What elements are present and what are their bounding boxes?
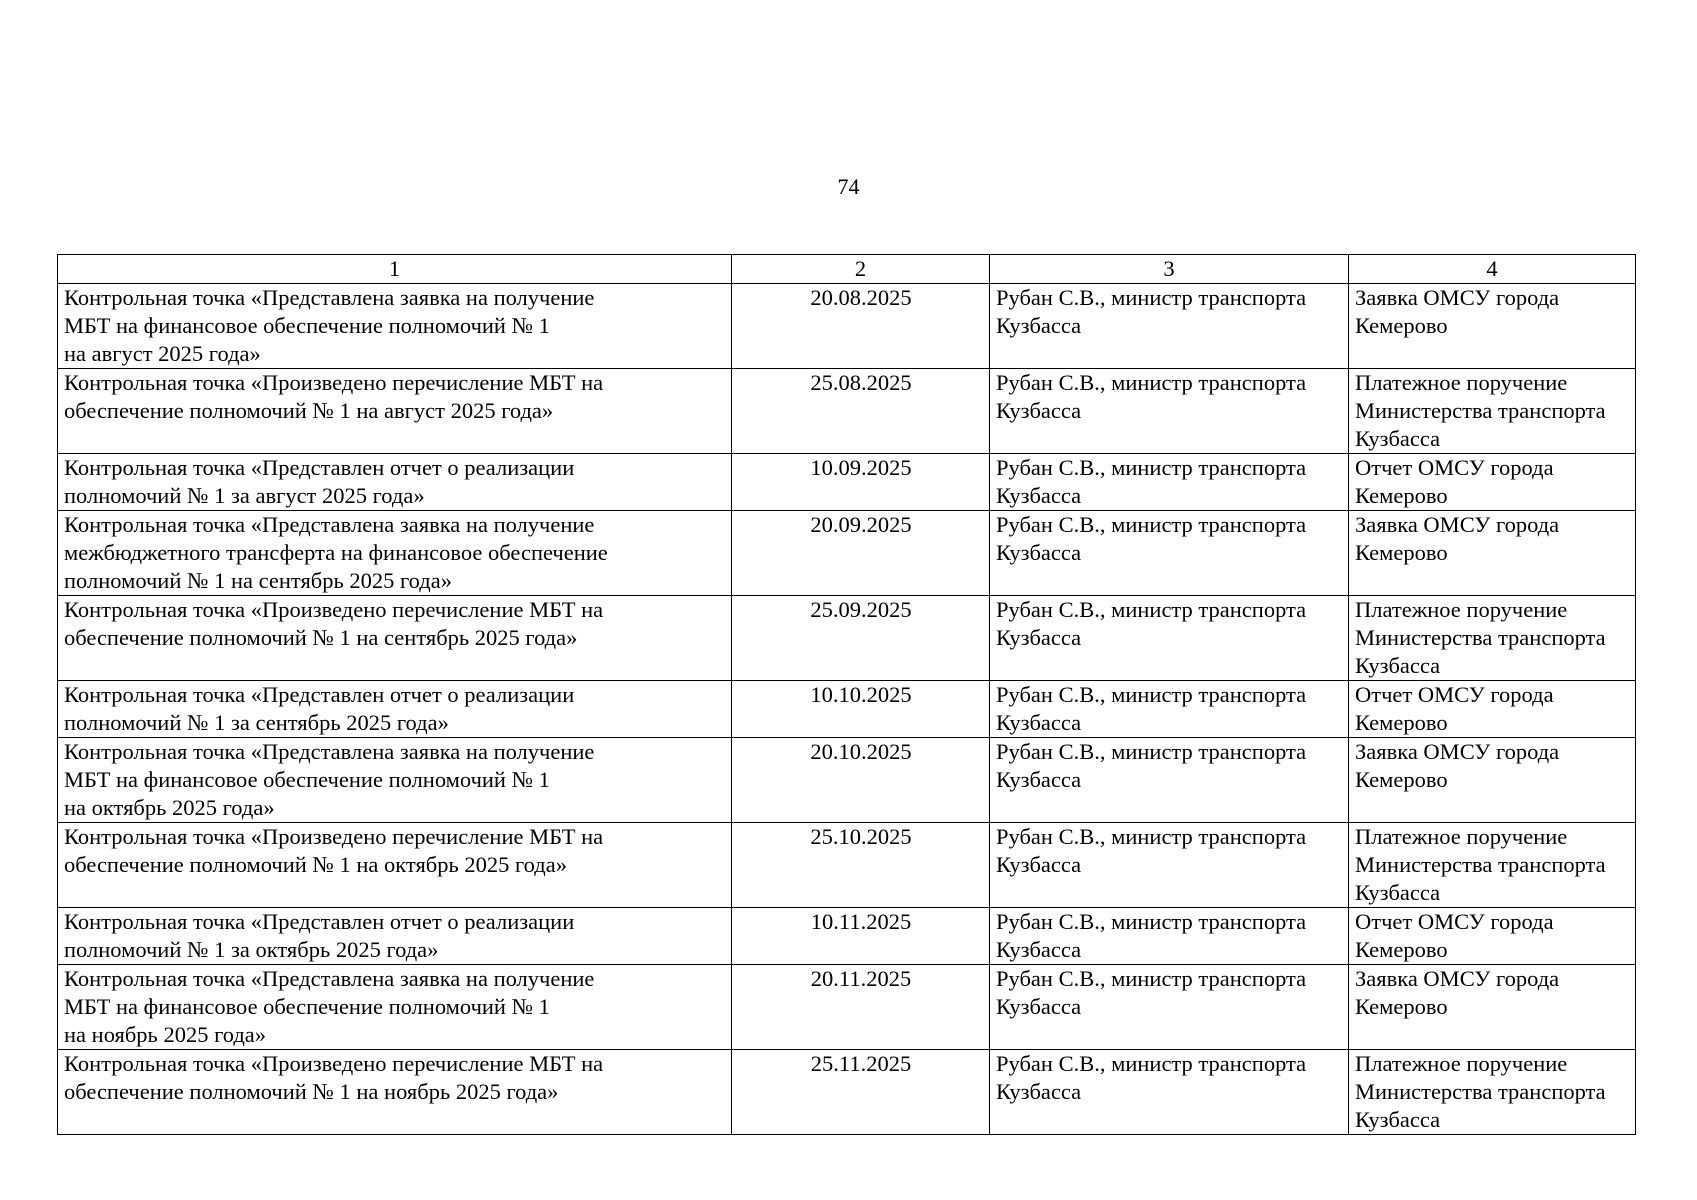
document-line: Кемерово xyxy=(1355,767,1448,792)
document-line: Заявка ОМСУ города xyxy=(1355,966,1560,991)
document-line: Отчет ОМСУ города xyxy=(1355,682,1554,707)
column-number-4: 4 xyxy=(1349,255,1636,284)
document-line: Кузбасса xyxy=(1355,426,1441,451)
responsible-line: Кузбасса xyxy=(996,540,1082,565)
table-row xyxy=(58,965,1636,1050)
responsible-cell xyxy=(990,738,1349,823)
event-cell xyxy=(58,284,732,369)
date-cell: 25.11.2025 xyxy=(732,1050,990,1135)
document-line: Платежное поручение xyxy=(1355,370,1568,395)
responsible-line: Рубан С.В., министр транспорта xyxy=(996,739,1307,764)
responsible-cell xyxy=(990,965,1349,1050)
event-line: Контрольная точка «Произведено перечисление МБТ на xyxy=(64,370,604,395)
responsible-line: Рубан С.В., министр транспорта xyxy=(996,682,1307,707)
document-line: Кемерово xyxy=(1355,540,1448,565)
document-line: Платежное поручение xyxy=(1355,1051,1568,1076)
document-cell xyxy=(1349,1050,1636,1135)
document-cell xyxy=(1349,284,1636,369)
event-line: на ноябрь 2025 года» xyxy=(64,1022,267,1047)
event-line: Контрольная точка «Представлена заявка на получение xyxy=(64,739,595,764)
responsible-line: Кузбасса xyxy=(996,994,1082,1019)
event-line: полномочий № 1 за октябрь 2025 года» xyxy=(64,937,439,962)
document-cell xyxy=(1349,369,1636,454)
document-cell xyxy=(1349,681,1636,738)
responsible-cell xyxy=(990,908,1349,965)
responsible-line: Рубан С.В., министр транспорта xyxy=(996,909,1307,934)
event-line: полномочий № 1 на сентябрь 2025 года» xyxy=(64,568,452,593)
event-line: Контрольная точка «Произведено перечисление МБТ на xyxy=(64,597,604,622)
responsible-line: Кузбасса xyxy=(996,767,1082,792)
event-line: обеспечение полномочий № 1 на октябрь 2025 года» xyxy=(64,852,567,877)
event-cell xyxy=(58,965,732,1050)
date-cell: 10.11.2025 xyxy=(732,908,990,965)
event-cell xyxy=(58,823,732,908)
event-line: Контрольная точка «Представлена заявка на получение xyxy=(64,512,595,537)
event-line: Контрольная точка «Представлен отчет о реализации xyxy=(64,682,575,707)
document-cell xyxy=(1349,965,1636,1050)
document-line: Кемерово xyxy=(1355,313,1448,338)
event-line: межбюджетного трансферта на финансовое обеспечение xyxy=(64,540,608,565)
document-line: Кемерово xyxy=(1355,483,1448,508)
table-row xyxy=(58,1050,1636,1135)
event-line: обеспечение полномочий № 1 на ноябрь 2025 года» xyxy=(64,1079,559,1104)
document-line: Заявка ОМСУ города xyxy=(1355,739,1560,764)
responsible-cell xyxy=(990,1050,1349,1135)
responsible-line: Рубан С.В., министр транспорта xyxy=(996,285,1307,310)
responsible-line: Рубан С.В., министр транспорта xyxy=(996,370,1307,395)
document-cell xyxy=(1349,511,1636,596)
document-line: Заявка ОМСУ города xyxy=(1355,285,1560,310)
event-line: обеспечение полномочий № 1 на август 2025 года» xyxy=(64,398,554,423)
event-line: Контрольная точка «Произведено перечисление МБТ на xyxy=(64,824,604,849)
column-number-row xyxy=(58,255,1636,284)
event-line: Контрольная точка «Представлен отчет о реализации xyxy=(64,455,575,480)
document-line: Кузбасса xyxy=(1355,880,1441,905)
responsible-cell xyxy=(990,681,1349,738)
event-cell xyxy=(58,454,732,511)
document-line: Министерства транспорта xyxy=(1355,852,1606,877)
responsible-line: Рубан С.В., министр транспорта xyxy=(996,512,1307,537)
table-row xyxy=(58,511,1636,596)
document-line: Кемерово xyxy=(1355,937,1448,962)
event-line: полномочий № 1 за сентябрь 2025 года» xyxy=(64,710,449,735)
event-line: на август 2025 года» xyxy=(64,341,261,366)
event-cell xyxy=(58,596,732,681)
responsible-line: Кузбасса xyxy=(996,398,1082,423)
event-cell xyxy=(58,369,732,454)
event-line: Контрольная точка «Представлена заявка на получение xyxy=(64,285,595,310)
responsible-cell xyxy=(990,596,1349,681)
document-line: Платежное поручение xyxy=(1355,824,1568,849)
date-cell: 25.09.2025 xyxy=(732,596,990,681)
document-cell xyxy=(1349,596,1636,681)
event-line: на октябрь 2025 года» xyxy=(64,795,275,820)
date-cell: 20.10.2025 xyxy=(732,738,990,823)
control-points-table xyxy=(57,254,1636,1135)
document-cell xyxy=(1349,823,1636,908)
responsible-line: Кузбасса xyxy=(996,852,1082,877)
event-line: Контрольная точка «Представлен отчет о реализации xyxy=(64,909,575,934)
document-line: Министерства транспорта xyxy=(1355,625,1606,650)
event-cell xyxy=(58,681,732,738)
event-cell xyxy=(58,908,732,965)
event-line: Контрольная точка «Произведено перечисление МБТ на xyxy=(64,1051,604,1076)
table-row xyxy=(58,738,1636,823)
date-cell: 25.08.2025 xyxy=(732,369,990,454)
document-line: Кемерово xyxy=(1355,994,1448,1019)
table-row xyxy=(58,681,1636,738)
document-line: Кемерово xyxy=(1355,710,1448,735)
responsible-line: Кузбасса xyxy=(996,1079,1082,1104)
date-cell: 25.10.2025 xyxy=(732,823,990,908)
responsible-cell xyxy=(990,823,1349,908)
date-cell: 20.11.2025 xyxy=(732,965,990,1050)
document-cell xyxy=(1349,738,1636,823)
responsible-line: Рубан С.В., министр транспорта xyxy=(996,966,1307,991)
responsible-cell xyxy=(990,369,1349,454)
table-row xyxy=(58,454,1636,511)
document-line: Министерства транспорта xyxy=(1355,398,1606,423)
responsible-line: Рубан С.В., министр транспорта xyxy=(996,455,1307,480)
document-cell xyxy=(1349,908,1636,965)
responsible-line: Кузбасса xyxy=(996,937,1082,962)
document-line: Министерства транспорта xyxy=(1355,1079,1606,1104)
document-line: Платежное поручение xyxy=(1355,597,1568,622)
responsible-line: Рубан С.В., министр транспорта xyxy=(996,597,1307,622)
event-cell xyxy=(58,1050,732,1135)
responsible-line: Кузбасса xyxy=(996,313,1082,338)
responsible-line: Кузбасса xyxy=(996,483,1082,508)
responsible-line: Кузбасса xyxy=(996,710,1082,735)
table-row xyxy=(58,596,1636,681)
document-line: Заявка ОМСУ города xyxy=(1355,512,1560,537)
table-row xyxy=(58,908,1636,965)
event-line: МБТ на финансовое обеспечение полномочий № 1 xyxy=(64,313,550,338)
column-number-1: 1 xyxy=(58,255,732,284)
table-row xyxy=(58,369,1636,454)
document-line: Кузбасса xyxy=(1355,1107,1441,1132)
page-number: 74 xyxy=(837,174,860,199)
responsible-cell xyxy=(990,454,1349,511)
event-line: Контрольная точка «Представлена заявка на получение xyxy=(64,966,595,991)
event-line: МБТ на финансовое обеспечение полномочий № 1 xyxy=(64,994,550,1019)
date-cell: 10.09.2025 xyxy=(732,454,990,511)
table-row xyxy=(58,284,1636,369)
responsible-line: Рубан С.В., министр транспорта xyxy=(996,1051,1307,1076)
responsible-line: Рубан С.В., министр транспорта xyxy=(996,824,1307,849)
event-line: полномочий № 1 за август 2025 года» xyxy=(64,483,425,508)
event-cell xyxy=(58,511,732,596)
date-cell: 20.09.2025 xyxy=(732,511,990,596)
responsible-line: Кузбасса xyxy=(996,625,1082,650)
date-cell: 10.10.2025 xyxy=(732,681,990,738)
column-number-3: 3 xyxy=(990,255,1349,284)
document-cell xyxy=(1349,454,1636,511)
responsible-cell xyxy=(990,284,1349,369)
document-line: Отчет ОМСУ города xyxy=(1355,455,1554,480)
table-row xyxy=(58,823,1636,908)
event-cell xyxy=(58,738,732,823)
responsible-cell xyxy=(990,511,1349,596)
document-line: Отчет ОМСУ города xyxy=(1355,909,1554,934)
column-number-2: 2 xyxy=(732,255,990,284)
document-line: Кузбасса xyxy=(1355,653,1441,678)
date-cell: 20.08.2025 xyxy=(732,284,990,369)
event-line: МБТ на финансовое обеспечение полномочий № 1 xyxy=(64,767,550,792)
event-line: обеспечение полномочий № 1 на сентябрь 2025 года» xyxy=(64,625,578,650)
